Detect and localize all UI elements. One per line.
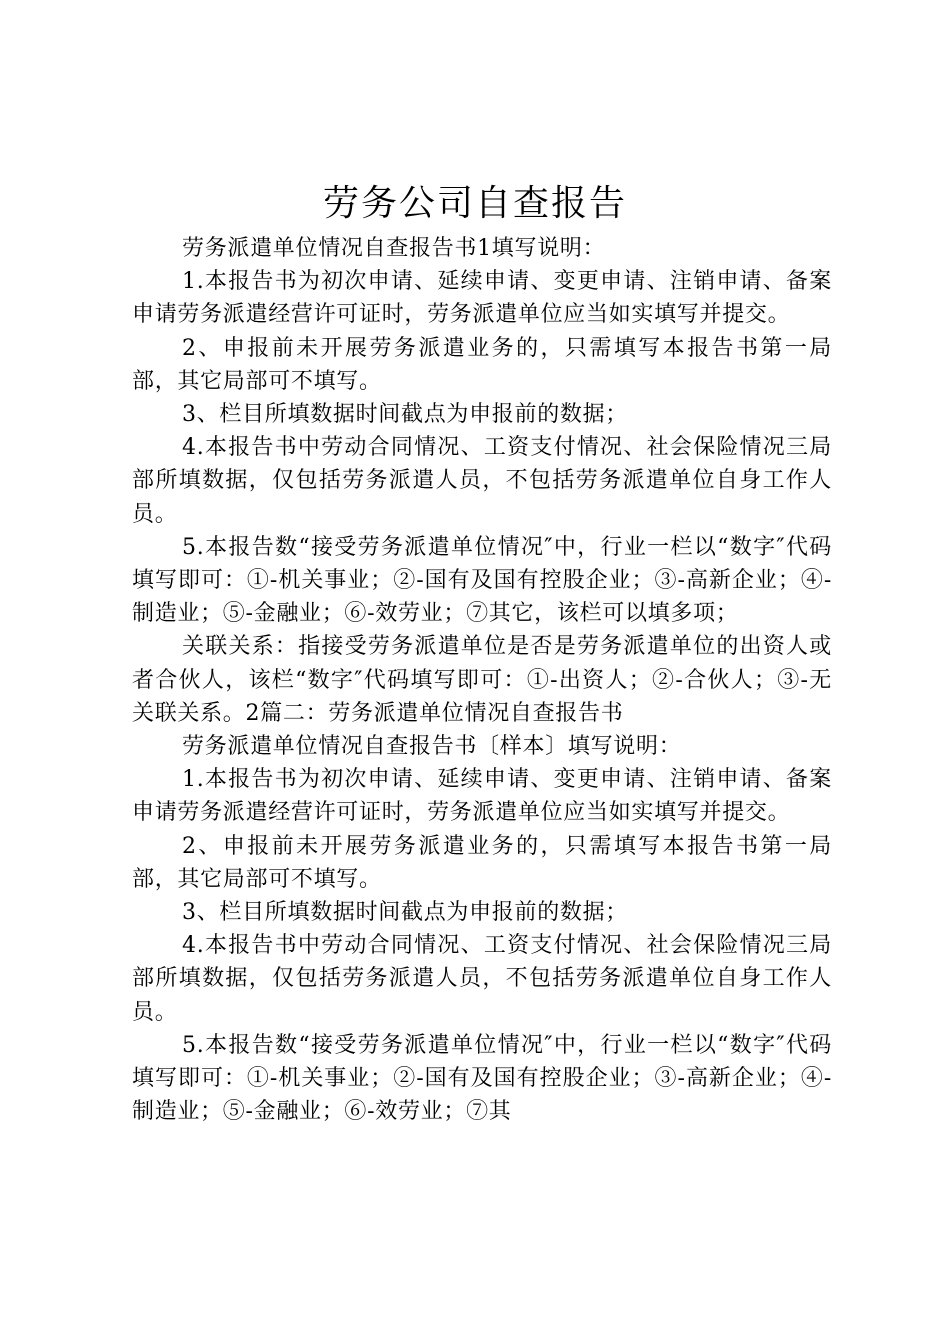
paragraph: 劳务派遣单位情况自查报告书〔样本〕填写说明： <box>182 734 682 760</box>
paragraph: 4.本报告书中劳动合同情况、工资支付情况、社会保险情况三局部所填数据，仅包括劳务派遣人员，不包括劳务派遣单位自身工作人员。 <box>132 435 832 527</box>
paragraph: 1.本报告书为初次申请、延续申请、变更申请、注销申请、备案申请劳务派遣经营许可证时，劳务派遣单位应当如实填写并提交。 <box>132 767 832 826</box>
paragraph: 3、栏目所填数据时间截点为申报前的数据； <box>182 402 628 428</box>
paragraph: 关联关系：指接受劳务派遣单位是否是劳务派遣单位的出资人或者合伙人，该栏“数字″代码填写即可：①-出资人；②-合伙人；③-无关联关系。2篇二：劳务派遣单位情况自查报告书 <box>132 634 832 726</box>
paragraph: 5.本报告数“接受劳务派遣单位情况″中，行业一栏以“数字″代码填写即可：①-机关事业；②-国有及国有控股企业；③-高新企业；④-制造业；⑤-金融业；⑥-效劳业；⑦其它，该栏可以填多项； <box>132 534 832 627</box>
paragraph: 2、申报前未开展劳务派遣业务的，只需填写本报告书第一局部，其它局部可不填写。 <box>132 833 832 892</box>
paragraph: 2、申报前未开展劳务派遣业务的，只需填写本报告书第一局部，其它局部可不填写。 <box>132 335 832 394</box>
paragraph: 5.本报告数“接受劳务派遣单位情况″中，行业一栏以“数字″代码填写即可：①-机关事业；②-国有及国有控股企业；③-高新企业；④-制造业；⑤-金融业；⑥-效劳业；⑦其 <box>132 1032 832 1125</box>
page-title: 劳务公司自查报告 <box>322 183 627 224</box>
paragraph: 3、栏目所填数据时间截点为申报前的数据； <box>182 900 628 926</box>
paragraph: 1.本报告书为初次申请、延续申请、变更申请、注销申请、备案申请劳务派遣经营许可证时，劳务派遣单位应当如实填写并提交。 <box>132 269 832 328</box>
document-body <box>132 232 832 1128</box>
paragraph: 4.本报告书中劳动合同情况、工资支付情况、社会保险情况三局部所填数据，仅包括劳务派遣人员，不包括劳务派遣单位自身工作人员。 <box>132 933 832 1025</box>
paragraph: 劳务派遣单位情况自查报告书1填写说明： <box>182 236 606 261</box>
